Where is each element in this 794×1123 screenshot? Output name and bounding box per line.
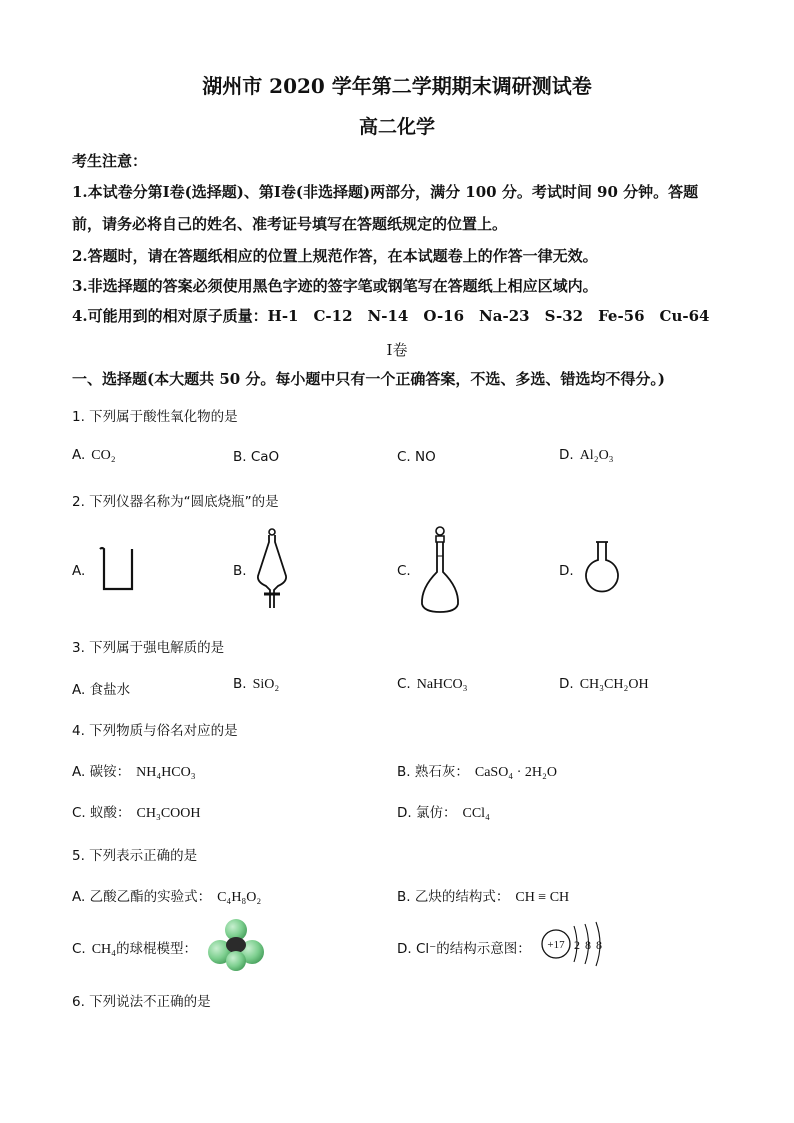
question-5-option-c xyxy=(72,937,197,958)
question-3-option-b xyxy=(233,676,279,693)
formula: CH₄ xyxy=(91,942,117,957)
option-label: C. xyxy=(397,676,411,692)
question-4-option-a xyxy=(72,760,196,781)
option-label-suffix: 的球棍模型： xyxy=(116,941,198,957)
volumetric-flask-icon xyxy=(418,526,462,616)
question-3-option-c xyxy=(397,676,467,693)
formula: NH₄HCO₃ xyxy=(136,765,196,780)
formula: CH ≡ CH xyxy=(515,890,570,905)
question-5-option-d xyxy=(397,937,531,957)
question-6-stem: 6. 下列说法不正确的是 xyxy=(72,994,211,1010)
question-1-stem: 1. 下列属于酸性氧化物的是 xyxy=(72,409,238,425)
formula: CO₂ xyxy=(91,448,116,463)
question-1-option-d xyxy=(559,447,614,464)
question-1-option-a xyxy=(72,447,116,464)
question-5-stem: 5. 下列表示正确的是 xyxy=(72,848,198,864)
question-3-stem: 3. 下列属于强电解质的是 xyxy=(72,640,225,656)
question-2-option-d: D. xyxy=(559,563,574,579)
question-5-option-b xyxy=(397,885,569,906)
option-label: C. 蚁酸： xyxy=(72,805,131,821)
option-label: B. 乙炔的结构式： xyxy=(397,889,510,905)
round-bottom-flask-icon xyxy=(582,540,622,596)
notice-item-3: 3.非选择题的答案必须使用黑色字迹的签字笔或钢笔写在答题纸上相应区域内。 xyxy=(72,277,598,295)
option-label: D. Cl⁻的结构示意图： xyxy=(397,941,531,957)
question-3-option-d xyxy=(559,676,649,693)
page-subtitle: 高二化学 xyxy=(358,116,435,138)
formula: SiO₂ xyxy=(252,677,280,692)
option-label: D. xyxy=(559,447,574,463)
question-4-option-b xyxy=(397,760,557,781)
option-label: D. 氯仿： xyxy=(397,805,457,821)
formula: Al₂O₃ xyxy=(579,448,614,463)
option-label: B. 熟石灰： xyxy=(397,764,469,780)
option-label: B. xyxy=(233,676,247,692)
beaker-icon xyxy=(98,543,138,593)
notice-item-4: 4.可能用到的相对原子质量：H-1 C-12 N-14 O-16 Na-23 S-32 Fe-56 Cu-64 xyxy=(72,307,710,325)
formula: CCl₄ xyxy=(462,806,490,821)
question-4-stem: 4. 下列物质与俗名对应的是 xyxy=(72,723,238,739)
section-heading: 一、选择题(本大题共 50 分。每小题中只有一个正确答案，不选、多选、错选均不得分。) xyxy=(72,370,666,388)
shell-2-electrons: 8 xyxy=(585,938,591,952)
question-2-option-b: B. xyxy=(233,563,247,579)
question-4-option-d xyxy=(397,801,490,822)
notice-item-2: 2.答题时，请在答题纸相应的位置上规范作答，在本试题卷上的作答一律无效。 xyxy=(72,247,598,265)
ball-stick-model-icon xyxy=(208,918,264,972)
option-label: A. xyxy=(72,447,86,463)
question-2-stem: 2. 下列仪器名称为“圆底烧瓶”的是 xyxy=(72,494,279,510)
formula: CH₃COOH xyxy=(136,806,201,821)
shell-3-electrons: 8 xyxy=(596,938,602,952)
notice-heading: 考生注意： xyxy=(72,152,148,170)
question-1-option-c: C. NO xyxy=(397,449,436,465)
notice-item-1: 1.本试卷分第Ⅰ卷(选择题)、第Ⅰ卷(非选择题)两部分，满分 100 分。考试时间 90 分钟。答题前，请务必将自己的姓名、准考证号填写在答题纸规定的位置上。 xyxy=(72,183,699,233)
chloride-ion-structure-diagram xyxy=(540,920,610,968)
option-label: D. xyxy=(559,676,574,692)
separatory-funnel-icon xyxy=(252,528,292,614)
formula: CH₃CH₂OH xyxy=(579,677,649,692)
question-5-option-a xyxy=(72,885,261,906)
option-label: A. 碳铵： xyxy=(72,764,131,780)
formula: NaHCO₃ xyxy=(416,677,468,692)
question-1-option-b: B. CaO xyxy=(233,449,280,465)
volume-label: Ⅰ卷 xyxy=(386,341,408,359)
question-4-option-c xyxy=(72,801,201,822)
nucleus-charge: +17 xyxy=(547,939,565,951)
question-2-option-c: C. xyxy=(397,563,411,579)
formula: C₄H₈O₂ xyxy=(217,890,262,905)
question-3-option-a: A. 食盐水 xyxy=(72,682,131,698)
question-2-option-a: A. xyxy=(72,563,86,579)
shell-1-electrons: 2 xyxy=(574,938,580,952)
formula: CaSO₄ · 2H₂O xyxy=(474,765,557,780)
option-label: C. xyxy=(72,941,86,957)
option-label: A. 乙酸乙酯的实验式： xyxy=(72,889,212,905)
page-title: 湖州市 2020 学年第二学期期末调研测试卷 xyxy=(202,74,592,98)
